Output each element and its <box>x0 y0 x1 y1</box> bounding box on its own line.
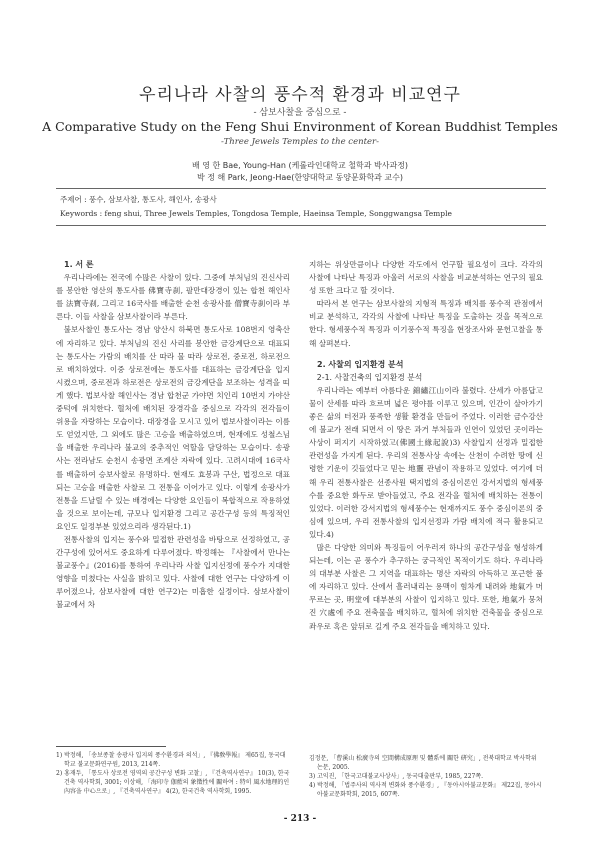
footnotes-right <box>309 754 543 799</box>
paragraph: 우리나라에는 전국에 수많은 사찰이 있다. 그중에 부처님의 진신사리를 봉안한 영산의 통도사를 佛寶寺刹, 팔만대장경이 있는 합천 해인사를 法寶寺刹, 그리고 16국사를 배출한 순천 송광사를 僧寶寺刹이라 부른다. 이들 사찰을 삼보사찰이라 부른다. <box>56 273 290 322</box>
subsection-heading: 2-1. 사찰건축의 입지환경 분석 <box>316 372 423 382</box>
footnote-separator <box>56 746 166 747</box>
paragraph: 따라서 본 연구는 삼보사찰의 지형적 특징과 배치를 풍수적 관점에서 비교 분석하고, 각각의 사찰에 나타난 특징을 도출하는 것을 목적으로 한다. 형세풍수적 특징과 이기풍수적 특징을 현장조사와 문헌고찰을 통해 살펴본다. <box>309 299 543 348</box>
paragraph: 지하는 위상만큼이나 다양한 각도에서 연구할 필요성이 크다. 각각의 사찰에 나타난 특징과 아울러 서로의 사찰을 비교분석하는 연구의 필요성 또한 크다고 할 것이다. <box>309 260 543 296</box>
footnote: 1) 박정해, 「송보종찰 송광사 입지의 풍수환경과 의석」, 『佛敎學報』 제65집, 동국대학교 불교문화연구원, 2013, 214쪽. <box>56 752 286 768</box>
left-column <box>56 258 290 612</box>
paragraph: 전통사찰의 입지는 풍수와 밀접한 관련성을 바탕으로 선정하였고, 공간구성에 있어서도 중요하게 다루어졌다. 박정해는 『사찰에서 만나는 불교풍수』(2016)를 통하여 우리나라 사찰 입지선정에 풍수가 지대한 영향을 미쳤다는 사실을 밝히고 있다. 사찰에 대한 연구는 다양하게 이루어졌으나, 삼보사찰에 대한 연구2)는 미흡한 실정이다. 삼보사찰이 불교에서 차 <box>56 534 290 610</box>
paragraph: 불보사찰인 통도사는 경남 양산시 하북면 통도사로 108번지 영축산에 자리하고 있다. 부처님의 진신 사리를 봉안한 금강계단으로 대표되는 통도사는 가람의 배치를 산 따라 물 따라 상로전, 중로전, 하로전으로 배치하였다. 이중 상로전에는 통도사를 대표하는 금강계단을 입지 시켰으며, 중로전과 하로전은 상로전의 금강계단을 보조하는 성격을 띠게 했다. 법보사찰 해인사는 경남 합천군 가야면 치인리 10번지 가야산 중턱에 위치한다. 혈처에 배치된 장경각을 중심으로 각각의 전각들이 위용을 자랑하는 모습이다. 대장경을 모시고 있어 법보사찰이라는 이름도 얻었지만, 그 외에도 많은 고승을 배출하였으며, 현재에도 성철스님을 배출한 우리나라 불교의 중추적인 역할을 담당하는 모습이다. 송광사는 전라남도 순천시 송광면 조계산 자락에 있다. 고려시대에 16국사를 배출하여 승보사찰로 유명하다. 현재도 효봉과 구산, 법정으로 대표되는 고승을 배출한 사찰로 그 전통을 이어가고 있다. 이렇게 송광사가 전통을 드날릴 수 있는 배경에는 다양한 요인들이 복합적으로 작용하였을 것으로 보이는데, 규모나 입지환경 그리고 공간구성 등의 특징적인 요인도 일정부분 있었으리라 생각된다.1) <box>56 325 290 531</box>
footnote: 3) 고익진, 「한국고대불교사상사」, 동국대출판부, 1985, 227쪽. <box>309 773 484 780</box>
keywords-korean: 주제어 : 풍수, 삼보사찰, 통도사, 해인사, 송광사 <box>60 195 217 204</box>
right-column <box>309 258 543 633</box>
footnotes-left <box>56 751 290 796</box>
section-heading-introduction: 1. 서 론 <box>64 260 94 269</box>
section-heading-site-analysis: 2. 사찰의 입지환경 분석 <box>317 359 404 369</box>
page-number: - 213 - <box>283 814 317 824</box>
paper-title-english: A Comparative Study on the Feng Shui Environment of Korean Buddhist Temples <box>42 119 558 134</box>
paper-subtitle-english: -Three Jewels Temples to the center- <box>221 137 379 147</box>
keywords-box <box>56 188 546 226</box>
footnote: 김정문, 「曹溪山 松廣寺의 空間構成原理 및 體系에 關한 硏究」, 전북대학교 박사학위 논문, 2005. <box>309 755 537 771</box>
keywords-english: Keywords : feng shui, Three Jewels Temples, Tongdosa Temple, Haeinsa Temple, Songgwangsa Temple <box>60 209 452 218</box>
footnote: 2) 홍재두, 「통도사 상로전 영역의 공간구성 변화 고찰」, 『건축역사연구』 10(3), 한국건축 역사학회, 3001; 이상해, 「海印寺 伽藍의 象徵性에 關하여 : 特히 風水地理的인 內容을 中心으로」, 『건축역사연구』 4(2), 한국건축 역사학회, 1995. <box>56 770 290 795</box>
paper-subtitle: - 삼보사찰을 중심으로 - <box>253 108 347 118</box>
footnote: 4) 박정해, 「법주사의 역사적 변화와 풍수환경」, 『동아시아불교문화』 제22집, 동아시아불교문화학회, 2015, 607쪽. <box>309 782 542 798</box>
paper-title: 우리나라 사찰의 풍수적 환경과 비교연구 <box>139 85 461 105</box>
author-2: 박 정 해 Park, Jeong-Hae(한양대학교 동양문화학과 교수) <box>196 173 404 182</box>
paragraph: 많은 다양한 의미와 특징들이 어우러져 하나의 공간구성을 형성하게 되는데, 이는 곧 풍수가 추구하는 궁극적인 목적이기도 하다. 우리나라의 대부분 사찰은 그 지역을 대표하는 명산 자락의 아득하고 포근한 품에 자리하고 있다. 산에서 흘러내리는 용맥이 힘차게 내려와 地氣가 머무르는 곳, 明堂에 대부분의 사찰이 입지하고 있다. 또한, 地氣가 뭉쳐진 穴處에 주요 전축물을 배치하고, 혈처에 위치한 건축물을 중심으로 좌우로 혹은 앞뒤로 길게 주요 전각들을 배치하고 있다. <box>309 542 543 631</box>
author-1: 배 영 한 Bae, Young-Han (케롤라인대학교 철학과 박사과정) <box>191 161 409 170</box>
paragraph: 우리나라는 예부터 아름다운 錦繡江山이라 불렸다. 산세가 아름답고 물이 산세를 따라 흐르며 넓은 평야를 이루고 있으며, 인간이 살아가기 좋은 삶의 터전과 풍족한 생활 환경을 만들어 주었다. 이러한 금수강산에 불교가 전래 되면서 이 땅은 과거 부처들과 인연이 있었던 곳이라는 사상이 퍼지기 시작하였고(佛國土緣起說)3) 사찰입지 선정과 밀접한 관련성을 가지게 된다. 우리의 전통사상 속에는 산천이 수려한 땅에 신령한 기운이 깃들었다고 믿는 地靈 관념이 작용하고 있었다. 여기에 더해 우리 전통사찰은 선종사원 택지법의 중심이론인 강서지법의 형세풍수를 중요한 화두로 받아들였고, 주요 전각을 혈처에 배치하는 전통이 있었다. 이러한 강서지법의 형세풍수는 현재까지도 풍수 중심이론의 중심에 있으며, 우리 전통사찰의 입지선정과 가람 배치에 적극 활용되고 있다.4) <box>309 385 543 539</box>
